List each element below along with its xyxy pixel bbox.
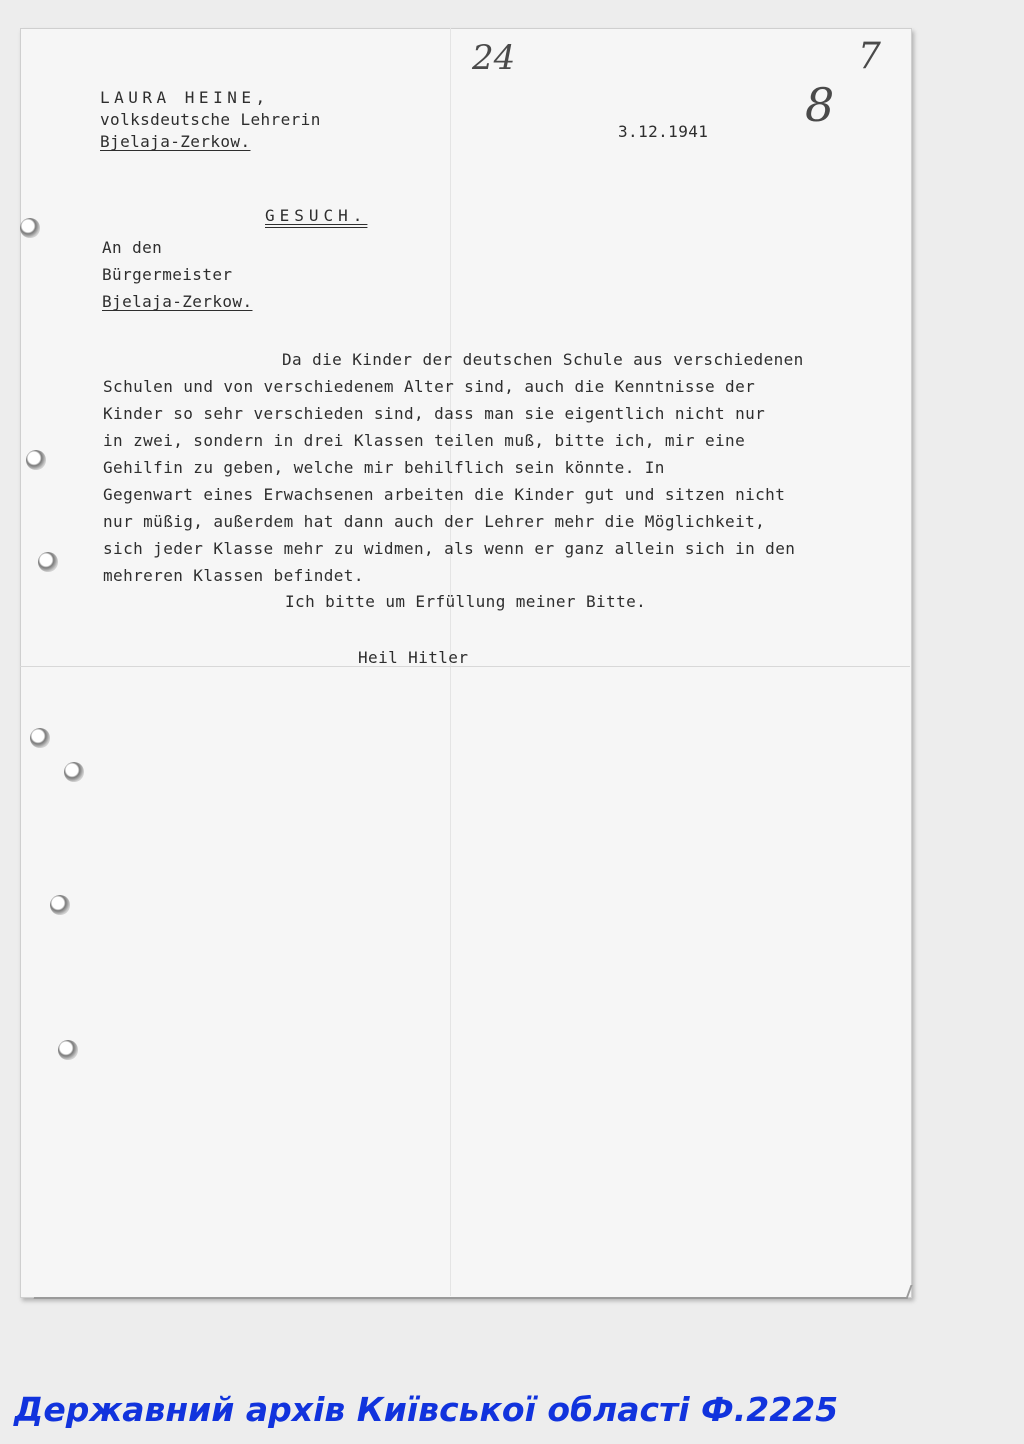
archive-footer-label: Державний архів Київської області Ф.2225 xyxy=(14,1390,839,1429)
body-line: Da die Kinder der deutschen Schule aus verschiedenen xyxy=(282,350,804,369)
page-number-handwritten-corner: 7 xyxy=(858,36,881,77)
punch-hole xyxy=(26,450,46,470)
closing-request: Ich bitte um Erfüllung meiner Bitte. xyxy=(285,592,647,611)
punch-hole xyxy=(38,552,58,572)
salutation: Heil Hitler xyxy=(358,648,469,667)
body-line: in zwei, sondern in drei Klassen teilen muß, bitte ich, mir eine xyxy=(103,431,746,450)
letter-date: 3.12.1941 xyxy=(618,122,709,141)
body-line: Gegenwart eines Erwachsenen arbeiten die Kinder gut und sitzen nicht xyxy=(103,485,786,504)
body-line: mehreren Klassen befindet. xyxy=(103,566,364,585)
sender-title: volksdeutsche Lehrerin xyxy=(100,110,321,129)
body-line: Schulen und von verschiedenem Alter sind, auch die Kenntnisse der xyxy=(103,377,756,396)
recipient-line-2: Bürgermeister xyxy=(102,265,233,284)
page-number-handwritten-right: 8 xyxy=(805,78,835,132)
recipient-line-3: Bjelaja-Zerkow. xyxy=(102,292,253,311)
body-line: nur müßig, außerdem hat dann auch der Lehrer mehr die Möglichkeit, xyxy=(103,512,766,531)
punch-hole xyxy=(50,895,70,915)
punch-hole xyxy=(30,728,50,748)
body-line: sich jeder Klasse mehr zu widmen, als wenn er ganz allein sich in den xyxy=(103,539,796,558)
sender-name: LAURA HEINE, xyxy=(100,88,270,107)
body-line: Gehilfin zu geben, welche mir behilflich sein könnte. In xyxy=(103,458,665,477)
punch-hole xyxy=(20,218,40,238)
body-line: Kinder so sehr verschieden sind, dass man sie eigentlich nicht nur xyxy=(103,404,766,423)
document-title: GESUCH. xyxy=(265,206,368,225)
punch-hole xyxy=(58,1040,78,1060)
recipient-line-1: An den xyxy=(102,238,163,257)
punch-hole xyxy=(64,762,84,782)
page-number-handwritten: 24 xyxy=(472,38,516,78)
sender-city: Bjelaja-Zerkow. xyxy=(100,132,251,151)
page-edge xyxy=(33,1285,912,1299)
